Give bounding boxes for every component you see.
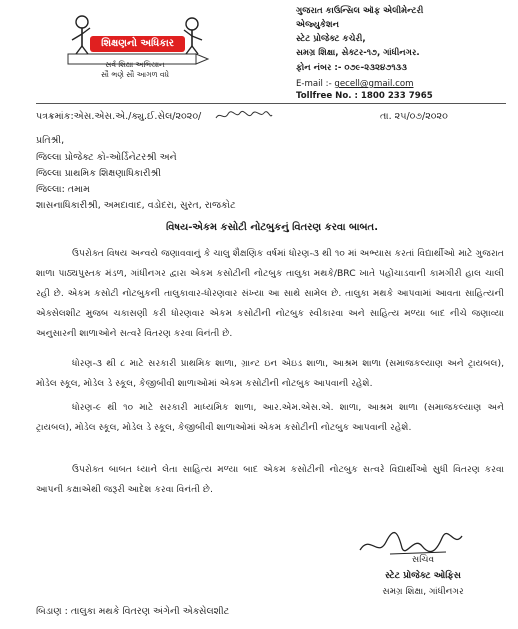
address-line-2: જિલ્લા પ્રોજેક્ટ કો-ઓર્ડિનેટરશ્રી અને <box>36 152 177 163</box>
logo-tagline-line2: સૌ ભણે સૌ આગળ વધે <box>100 70 170 79</box>
paragraph-1 <box>36 244 504 344</box>
header-line-4: સમગ્ર શિક્ષા, સેક્ટર-૧૭, ગાંધીનગર. <box>296 48 420 58</box>
logo-tagline-line1: સર્વ શિક્ષા અભિયાન <box>105 60 165 69</box>
header-line-5: ફોન નંબર :- ૦૭૯-૨૩૨૪૭૧૩૩ <box>296 63 407 73</box>
signatory-org: સમગ્ર શિક્ષા, ગાંધીનગર <box>382 587 464 597</box>
paragraph-3 <box>36 398 504 438</box>
header-divider <box>36 103 506 104</box>
header-line-1: ગુજરાત કાઉન્સિલ ઑફ એલીમેન્ટરી <box>296 6 424 16</box>
paragraph-4-text: ઉપરોક્ત બાબત ધ્યાને લેતા સાહિત્ય મળ્યા બાદ એકમ કસોટીની નોટબુક સત્વરે વિદ્યાર્થીઓ સુધી વિતરણ કરવા આપની કક્ષાએથી જરૂરી આદેશ કરવા વિનંતી છે. <box>36 464 504 495</box>
subject-line: વિષય-એકમ કસોટી નોટબુકનું વિતરણ કરવા બાબત. <box>165 222 378 233</box>
logo-tagline <box>70 60 200 80</box>
handwritten-ref <box>214 109 274 123</box>
header-line-2: એજ્યુકેશન <box>296 20 339 30</box>
header-line-3: સ્ટેટ પ્રોજેક્ટ કચેરી, <box>296 34 366 44</box>
enclosure-line: બિડાણ : તાલુકા મથકે વિતરણ અંગેની એક્સેલશીટ <box>36 606 230 617</box>
signatory-office: સ્ટેટ પ્રોજેક્ટ ઓફિસ <box>385 571 461 581</box>
email-link[interactable]: gecell@gmail.com <box>334 79 414 89</box>
paragraph-4 <box>36 460 504 500</box>
address-line-1: પ્રતિશ્રી, <box>36 135 65 146</box>
logo-badge: શિક્ષણનો અધિકાર <box>90 36 185 52</box>
reference-handwritten <box>214 109 274 127</box>
signatory-title: સચિવ <box>411 555 435 565</box>
header-tollfree: Tollfree No. : 1800 233 7965 <box>296 91 433 101</box>
paragraph-1-text: ઉપરોક્ત વિષય અન્વયે જણાવવાનું કે ચાલુ શૈક્ષણિક વર્ષમાં ધોરણ-૩ થી ૧૦ માં અભ્યાસ કરતાં વિદ્યાર્થીઓ માટે ગુજરાત શાળા પાઠ્યપુસ્તક મંડળ, ગાંધીનગર દ્વારા એકમ કસોટીની નોટબુક તાલુકા મથકે/BRC ખાતે પહોંચાડવાની કામગીરી હાલ ચાલી રહી છે. એકમ કસોટી નોટબુકની તાલુકાવાર-ધોરણવાર સંખ્યા આ સાથે સામેલ છે. તાલુકા મથકે આપવામાં આવતા સાહિત્યની એક્સેલશીટ મુજબ ચકાસણી કરી ધોરણવાર એકમ કસોટીની નોટબુક સ્વીકારવા અને સાહિત્ય મળ્યા બાદ નીચે જણાવ્યા અનુસારની શાળાઓને સત્વરે વિતરણ કરવા વિનંતી છે. <box>36 248 504 339</box>
reference-number: પત્રક્રમાંક:એસ.એસ.એ./ક્યુ.ઈ.સેલ/૨૦૨૦/ <box>36 111 202 122</box>
letter-date: તા. ૨૫/૦૭/૨૦૨૦ <box>380 111 448 122</box>
address-line-3: જિલ્લા પ્રાથમિક શિક્ષણાધિકારીશ્રી <box>36 168 161 179</box>
paragraph-2-text: ધોરણ-૩ થી ૮ માટે સરકારી પ્રાથમિક શાળા, ગ્રાન્ટ ઇન એઇડ શાળા, આશ્રમ શાળા (સમાજકલ્યાણ અને ટ્રાયબલ), મોડેલ સ્કૂલ, મોડેલ ડે સ્કૂલ, કેજીબીવી શાળાઓમાં એકમ કસોટીની નોટબુક આપવાની રહેશે. <box>36 358 504 389</box>
paragraph-2 <box>36 354 504 394</box>
email-label: E-mail :- <box>296 79 332 89</box>
header-email <box>296 79 413 90</box>
address-line-5: શાસનાધિકારીશ્રી, અમદાવાદ, વડોદરા, સુરત, રાજકોટ <box>36 200 236 211</box>
paragraph-3-text: ધોરણ-૯ થી ૧૦ માટે સરકારી માધ્યમિક શાળા, આર.એમ.એસ.એ. શાળા, આશ્રમ શાળા (સમાજકલ્યાણ અને ટ્રાયબલ), મોડેલ સ્કૂલ, મોડેલ ડે સ્કૂલ, કેજીબીવી શાળાઓમાં એકમ કસોટીની નોટબુક આપવાની રહેશે. <box>36 402 504 433</box>
address-line-4: જિલ્લા: તમામ <box>36 184 90 195</box>
